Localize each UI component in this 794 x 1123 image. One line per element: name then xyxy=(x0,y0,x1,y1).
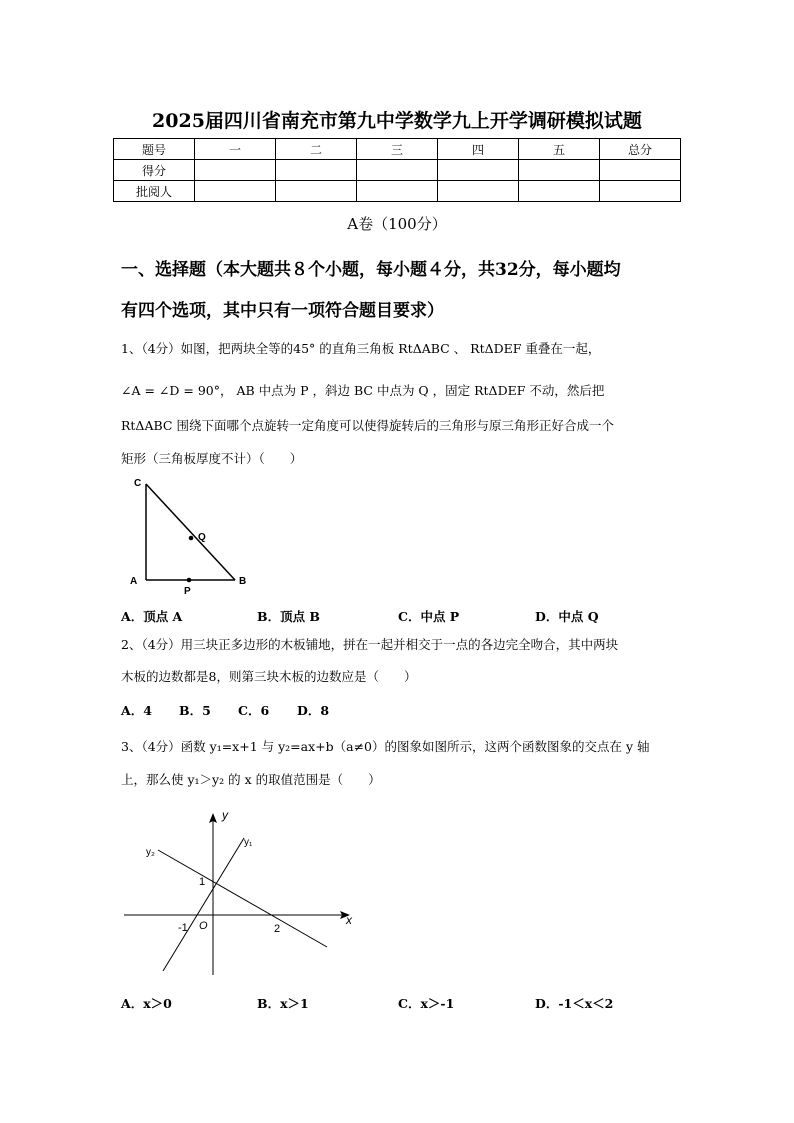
q3-line2: 上，那么使 y₁＞y₂ 的 x 的取值范围是（ ） xyxy=(121,772,381,787)
table-cell xyxy=(519,181,600,202)
q1-option-c[interactable]: C．中点 P xyxy=(398,609,460,624)
table-cell xyxy=(357,181,438,202)
point-q xyxy=(189,536,194,541)
q3-option-c[interactable]: C．x＞-1 xyxy=(398,996,455,1011)
label-y1: y₁ xyxy=(244,837,253,848)
score-table xyxy=(113,138,681,202)
label-origin: O xyxy=(199,920,208,932)
table-row xyxy=(114,181,681,202)
q1-option-d[interactable]: D．中点 Q xyxy=(535,609,599,624)
q1-line2: ∠A = ∠D = 90°， AB 中点为 P ，斜边 BC 中点为 Q ，固定 RtΔDEF 不动，然后把 xyxy=(121,383,605,398)
table-cell: 批阅人 xyxy=(114,181,195,202)
section-heading-line2: 有四个选项，其中只有一项符合题目要求） xyxy=(121,301,444,321)
table-cell: 一 xyxy=(195,139,276,160)
table-cell: 五 xyxy=(519,139,600,160)
table-cell xyxy=(276,160,357,181)
q2-option-c[interactable]: C．6 xyxy=(238,703,270,718)
label-neg-one: -1 xyxy=(178,922,188,934)
q3-option-d[interactable]: D．-1＜x＜2 xyxy=(535,996,614,1011)
label-b: B xyxy=(239,576,247,587)
q2-option-a[interactable]: A．4 xyxy=(121,703,152,718)
label-p: P xyxy=(184,586,191,597)
q2-line1: 2、（4分）用三块正多边形的木板铺地，拼在一起并相交于一点的各边完全吻合，其中两块 xyxy=(121,637,619,652)
section-heading-line1: 一、选择题（本大题共８个小题，每小题４分，共32分，每小题均 xyxy=(121,260,621,280)
q3-option-b[interactable]: B．x＞1 xyxy=(257,996,309,1011)
q1-line3: RtΔABC 围绕下面哪个点旋转一定角度可以使得旋转后的三角形与原三角形正好合成一个 xyxy=(121,418,614,433)
label-c: C xyxy=(134,478,142,489)
q2-line2: 木板的边数都是8，则第三块木板的边数应是（ ） xyxy=(121,669,417,684)
table-row xyxy=(114,139,681,160)
q2-option-b[interactable]: B．5 xyxy=(179,703,211,718)
label-a: A xyxy=(130,576,138,587)
side-cb xyxy=(146,484,235,580)
label-two: 2 xyxy=(274,923,281,935)
table-cell xyxy=(195,160,276,181)
q1-line4: 矩形（三角板厚度不计）（ ） xyxy=(121,451,303,466)
table-cell xyxy=(438,160,519,181)
triangle-figure xyxy=(120,470,260,600)
table-row xyxy=(114,160,681,181)
label-y2: y₂ xyxy=(146,847,155,858)
table-cell: 四 xyxy=(438,139,519,160)
line-y1 xyxy=(163,838,244,971)
table-cell xyxy=(195,181,276,202)
q1-option-a[interactable]: A．顶点 A xyxy=(121,609,183,624)
page-title: 2025届四川省南充市第九中学数学九上开学调研模拟试题 xyxy=(152,110,642,132)
paper-section-title: A卷（100分） xyxy=(347,215,447,233)
table-cell xyxy=(600,181,681,202)
label-q: Q xyxy=(198,532,206,543)
q1-line1: 1、（4分）如图，把两块全等的45° 的直角三角板 RtΔABC 、 RtΔDEF 重叠在一起， xyxy=(121,341,601,356)
table-cell: 三 xyxy=(357,139,438,160)
table-cell xyxy=(519,160,600,181)
table-cell: 得分 xyxy=(114,160,195,181)
table-cell xyxy=(357,160,438,181)
table-cell xyxy=(276,181,357,202)
table-cell: 题号 xyxy=(114,139,195,160)
label-y-axis: y xyxy=(222,808,228,822)
label-one: 1 xyxy=(199,876,206,888)
table-cell xyxy=(438,181,519,202)
table-cell: 总分 xyxy=(600,139,681,160)
q3-option-a[interactable]: A．x＞0 xyxy=(121,996,172,1011)
table-cell xyxy=(600,160,681,181)
function-graph xyxy=(118,805,368,980)
point-p xyxy=(187,578,192,583)
q1-option-b[interactable]: B．顶点 B xyxy=(257,609,320,624)
label-x-axis: x xyxy=(346,913,352,927)
table-cell: 二 xyxy=(276,139,357,160)
q3-line1: 3、（4分）函数 y₁=x+1 与 y₂=ax+b（a≠0）的图象如图所示，这两个函数图象的交点在 y 轴 xyxy=(121,739,650,754)
q2-option-d[interactable]: D．8 xyxy=(297,703,330,718)
